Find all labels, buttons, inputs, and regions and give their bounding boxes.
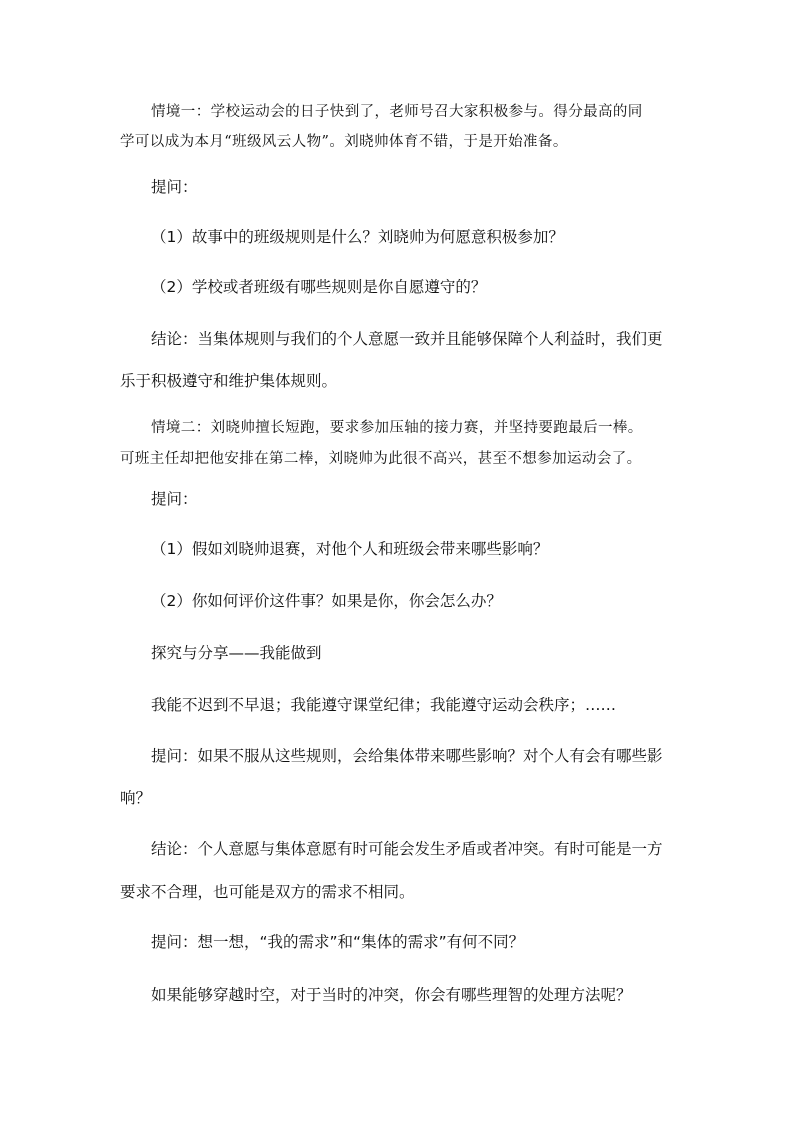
scene2-line2: 可班主任却把他安排在第二棒，刘晓帅为此很不高兴，甚至不想参加运动会了。 [120, 451, 642, 467]
question-4: 提问：想一想，“我的需求”和“集体的需求”有何不同？ [151, 933, 525, 951]
question-3-line2: 响？ [120, 789, 152, 807]
final-question: 如果能够穿越时空，对于当时的冲突，你会有哪些理智的处理方法呢？ [151, 986, 632, 1004]
question-label-2: 提问： [151, 490, 198, 508]
conclusion1-line1: 结论：当集体规则与我们的个人意愿一致并且能够保障个人利益时，我们更 [151, 330, 663, 348]
explore-title: 探究与分享——我能做到 [151, 644, 322, 662]
scene2-line1: 情境二：刘晓帅擅长短跑，要求参加压轴的接力赛，并坚持要跑最后一棒。 [151, 420, 643, 436]
conclusion2-line1: 结论：个人意愿与集体意愿有时可能会发生矛盾或者冲突。有时可能是一方 [151, 840, 663, 858]
question-1-1: （1）故事中的班级规则是什么？刘晓帅为何愿意积极参加？ [151, 228, 564, 246]
explore-text: 我能不迟到不早退；我能遵守课堂纪律；我能遵守运动会秩序；…… [151, 696, 617, 714]
scene1-line1: 情境一：学校运动会的日子快到了，老师号召大家积极参与。得分最高的同 [151, 104, 643, 120]
conclusion1-line2: 乐于积极遵守和维护集体规则。 [120, 372, 338, 390]
question-2-2: （2）你如何评价这件事？如果是你，你会怎么办？ [151, 592, 502, 610]
conclusion2-line2: 要求不合理，也可能是双方的需求不相同。 [120, 883, 415, 901]
question-1-2: （2）学校或者班级有哪些规则是你自愿遵守的？ [151, 278, 487, 296]
scene1-line2: 学可以成为本月“班级风云人物”。刘晓帅体育不错，于是开始准备。 [120, 134, 568, 150]
question-2-1: （1）假如刘晓帅退赛，对他个人和班级会带来哪些影响？ [151, 540, 549, 558]
question-3-line1: 提问：如果不服从这些规则，会给集体带来哪些影响？对个人有会有哪些影 [151, 747, 663, 765]
question-label-1: 提问： [151, 178, 198, 196]
